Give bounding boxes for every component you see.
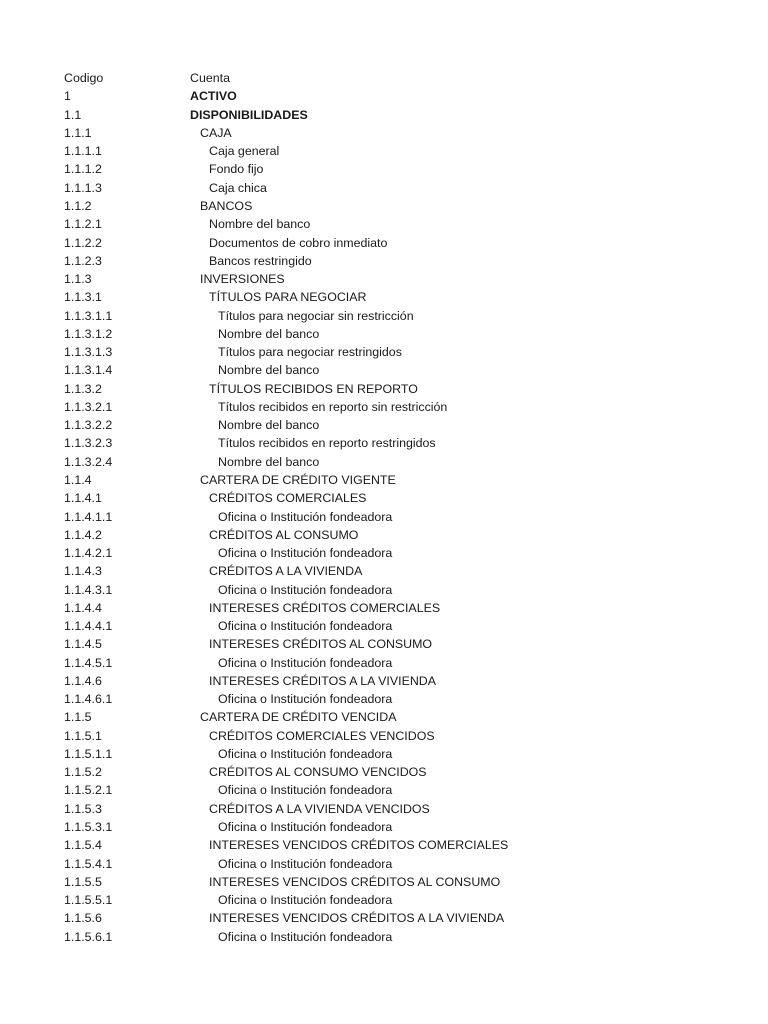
account-code: 1.1 xyxy=(64,107,82,122)
account-code: 1.1.3.1.2 xyxy=(64,326,113,341)
table-row xyxy=(64,580,744,598)
account-name: Oficina o Institución fondeadora xyxy=(218,783,393,798)
account-name: TÍTULOS PARA NEGOCIAR xyxy=(209,290,367,305)
account-name: INTERESES CRÉDITOS AL CONSUMO xyxy=(209,637,433,652)
account-code: 1.1.4.2.1 xyxy=(64,546,113,561)
table-row xyxy=(64,781,744,799)
account-code: 1.1.3.1.4 xyxy=(64,363,113,378)
account-code: 1.1.5.5.1 xyxy=(64,893,113,908)
account-code: 1.1.4.6 xyxy=(64,673,102,688)
account-code: 1.1.4.4 xyxy=(64,600,102,615)
account-code: 1.1.2.3 xyxy=(64,253,102,268)
account-code: 1.1.2.2 xyxy=(64,235,102,250)
account-name: CARTERA DE CRÉDITO VENCIDA xyxy=(200,710,397,725)
table-row xyxy=(64,471,744,489)
account-code: 1.1.4 xyxy=(64,472,92,487)
account-name: Oficina o Institución fondeadora xyxy=(218,929,393,944)
account-code: 1.1.3.2.3 xyxy=(64,436,113,451)
account-name: Nombre del banco xyxy=(218,363,320,378)
account-name: Documentos de cobro inmediato xyxy=(209,235,388,250)
account-name: Oficina o Institución fondeadora xyxy=(218,893,393,908)
account-code: 1.1.1 xyxy=(64,125,92,140)
table-row xyxy=(64,745,744,763)
table-row xyxy=(64,654,744,672)
account-code: 1.1.4.5 xyxy=(64,637,102,652)
account-code: 1.1.5.6.1 xyxy=(64,929,113,944)
account-code: 1.1.4.2 xyxy=(64,527,102,542)
account-name: Títulos para negociar restringidos xyxy=(218,345,402,360)
account-code: 1.1.3.2.2 xyxy=(64,418,113,433)
table-row xyxy=(64,672,744,690)
account-name: Oficina o Institución fondeadora xyxy=(218,546,393,561)
table-row xyxy=(64,416,744,434)
table-row xyxy=(64,909,744,927)
account-code: 1.1.4.1.1 xyxy=(64,509,113,524)
account-name: INTERESES VENCIDOS CRÉDITOS AL CONSUMO xyxy=(209,874,501,889)
account-name: INTERESES CRÉDITOS COMERCIALES xyxy=(209,600,441,615)
account-code: 1.1.4.1 xyxy=(64,491,102,506)
table-row xyxy=(64,727,744,745)
account-name: Títulos recibidos en reporto sin restricción xyxy=(218,399,448,414)
account-name: Oficina o Institución fondeadora xyxy=(218,619,393,634)
account-name: Oficina o Institución fondeadora xyxy=(218,582,393,597)
table-header-row xyxy=(64,69,744,87)
table-row xyxy=(64,453,744,471)
account-name: BANCOS xyxy=(200,198,253,213)
table-row xyxy=(64,690,744,708)
table-row xyxy=(64,124,744,142)
account-name: CRÉDITOS A LA VIVIENDA VENCIDOS xyxy=(209,801,430,816)
account-name: Títulos para negociar sin restricción xyxy=(218,308,414,323)
account-name: Oficina o Institución fondeadora xyxy=(218,655,393,670)
account-code: 1.1.5.4.1 xyxy=(64,856,113,871)
account-code: 1.1.5.1 xyxy=(64,728,102,743)
table-row xyxy=(64,380,744,398)
account-name: Oficina o Institución fondeadora xyxy=(218,692,393,707)
table-row xyxy=(64,179,744,197)
table-row xyxy=(64,800,744,818)
table-row xyxy=(64,434,744,452)
account-code: 1.1.3.2.4 xyxy=(64,454,113,469)
account-code: 1.1.4.5.1 xyxy=(64,655,113,670)
account-name: CRÉDITOS COMERCIALES xyxy=(209,491,367,506)
account-code: 1.1.4.4.1 xyxy=(64,619,113,634)
account-code: 1.1.1.1 xyxy=(64,144,102,159)
account-code: 1.1.3.1 xyxy=(64,290,102,305)
account-code: 1.1.1.3 xyxy=(64,180,102,195)
table-body xyxy=(64,87,744,945)
account-name: TÍTULOS RECIBIDOS EN REPORTO xyxy=(209,381,418,396)
account-code: 1.1.5.6 xyxy=(64,911,102,926)
account-name: CRÉDITOS AL CONSUMO VENCIDOS xyxy=(209,765,427,780)
table-row xyxy=(64,818,744,836)
account-code: 1.1.4.3 xyxy=(64,564,102,579)
account-code: 1.1.3.1.1 xyxy=(64,308,113,323)
table-row xyxy=(64,873,744,891)
table-row xyxy=(64,544,744,562)
table-row xyxy=(64,489,744,507)
account-code: 1.1.3 xyxy=(64,272,92,287)
account-code: 1.1.4.6.1 xyxy=(64,692,113,707)
table-row xyxy=(64,763,744,781)
table-row xyxy=(64,562,744,580)
table-row xyxy=(64,361,744,379)
account-name: INTERESES VENCIDOS CRÉDITOS COMERCIALES xyxy=(209,838,509,853)
account-name: Nombre del banco xyxy=(218,418,320,433)
account-name: INTERESES VENCIDOS CRÉDITOS A LA VIVIENDA xyxy=(209,911,505,926)
account-name: Oficina o Institución fondeadora xyxy=(218,820,393,835)
account-name: Caja chica xyxy=(209,180,267,195)
account-code: 1.1.5.3.1 xyxy=(64,820,113,835)
table-row xyxy=(64,927,744,945)
table-row xyxy=(64,325,744,343)
account-code: 1.1.2 xyxy=(64,198,92,213)
account-code: 1.1.5.3 xyxy=(64,801,102,816)
table-row xyxy=(64,87,744,105)
table-row xyxy=(64,160,744,178)
account-name: CRÉDITOS COMERCIALES VENCIDOS xyxy=(209,728,435,743)
table-row xyxy=(64,252,744,270)
account-name: Nombre del banco xyxy=(218,454,320,469)
account-code: 1.1.5.2.1 xyxy=(64,783,113,798)
table-row xyxy=(64,142,744,160)
table-row xyxy=(64,306,744,324)
account-name: Oficina o Institución fondeadora xyxy=(218,746,393,761)
table-row xyxy=(64,526,744,544)
account-name: Fondo fijo xyxy=(209,162,264,177)
table-row xyxy=(64,854,744,872)
account-name: INVERSIONES xyxy=(200,272,285,287)
account-code: 1.1.2.1 xyxy=(64,217,102,232)
account-name: CARTERA DE CRÉDITO VIGENTE xyxy=(200,472,396,487)
table-row xyxy=(64,106,744,124)
account-code: 1.1.5.2 xyxy=(64,765,102,780)
account-code: 1.1.3.2 xyxy=(64,381,102,396)
table-row xyxy=(64,270,744,288)
account-code: 1.1.5 xyxy=(64,710,92,725)
table-row xyxy=(64,891,744,909)
account-name: Títulos recibidos en reporto restringidos xyxy=(218,436,436,451)
account-name: Bancos restringido xyxy=(209,253,312,268)
account-name: CRÉDITOS AL CONSUMO xyxy=(209,527,359,542)
account-code: 1.1.5.4 xyxy=(64,838,102,853)
account-name: Oficina o Institución fondeadora xyxy=(218,856,393,871)
account-code: 1.1.3.1.3 xyxy=(64,345,113,360)
table-row xyxy=(64,197,744,215)
account-column-header: Cuenta xyxy=(190,71,230,86)
account-name: Caja general xyxy=(209,144,280,159)
account-name: Nombre del banco xyxy=(218,326,320,341)
account-name: CAJA xyxy=(200,125,232,140)
account-name: Nombre del banco xyxy=(209,217,311,232)
account-code: 1.1.5.5 xyxy=(64,874,102,889)
account-name: DISPONIBILIDADES xyxy=(190,107,308,122)
account-code: 1.1.4.3.1 xyxy=(64,582,113,597)
chart-of-accounts-table xyxy=(64,69,744,946)
account-name: INTERESES CRÉDITOS A LA VIVIENDA xyxy=(209,673,437,688)
table-row xyxy=(64,215,744,233)
account-name: CRÉDITOS A LA VIVIENDA xyxy=(209,564,363,579)
table-row xyxy=(64,617,744,635)
table-row xyxy=(64,233,744,251)
account-code: 1.1.5.1.1 xyxy=(64,746,113,761)
table-row xyxy=(64,507,744,525)
table-row xyxy=(64,599,744,617)
table-row xyxy=(64,708,744,726)
table-row xyxy=(64,635,744,653)
code-column-header: Codigo xyxy=(64,71,104,86)
table-row xyxy=(64,288,744,306)
account-name: Oficina o Institución fondeadora xyxy=(218,509,393,524)
account-code: 1.1.3.2.1 xyxy=(64,399,113,414)
account-name: ACTIVO xyxy=(190,89,237,104)
table-row xyxy=(64,398,744,416)
table-row xyxy=(64,343,744,361)
account-code: 1.1.1.2 xyxy=(64,162,102,177)
table-row xyxy=(64,836,744,854)
account-code: 1 xyxy=(64,89,71,104)
